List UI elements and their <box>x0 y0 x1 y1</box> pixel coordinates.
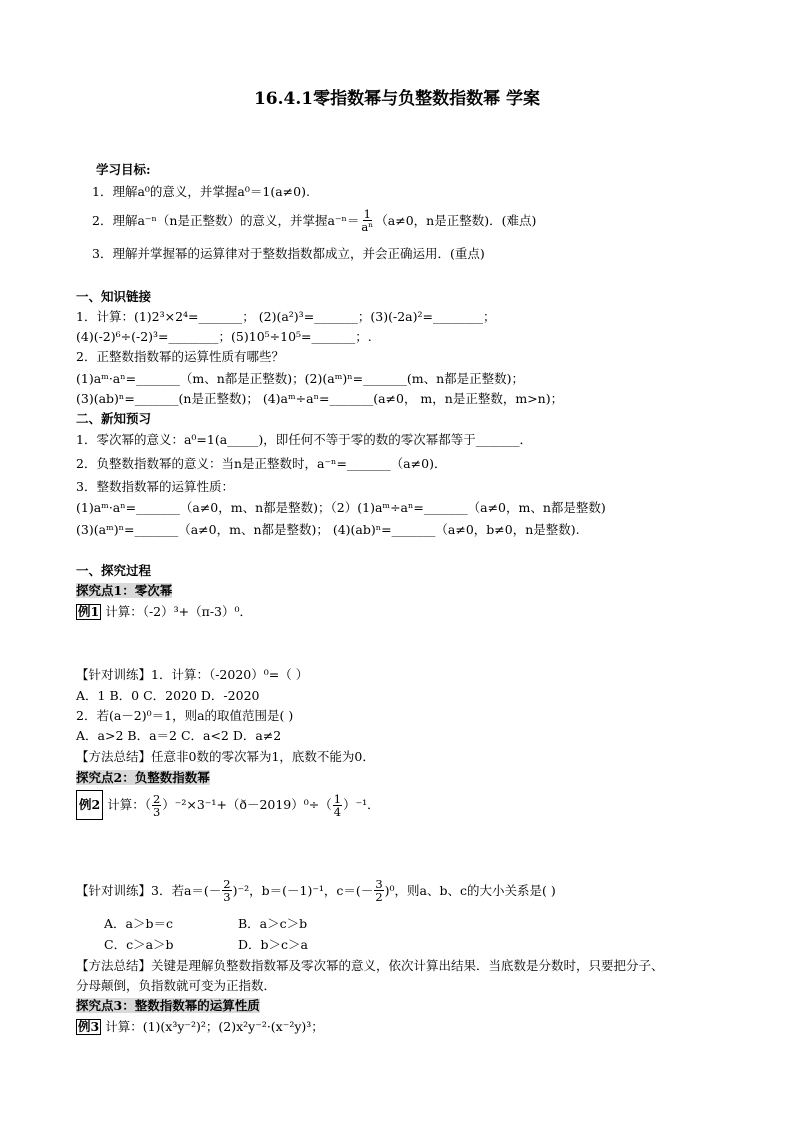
example-2-box: 例2 <box>76 790 103 820</box>
objective-2-fraction <box>360 208 374 233</box>
explore-point-3-highlight: 探究点3：整数指数幂的运算性质 <box>76 998 260 1013</box>
objectives-heading: 学习目标: <box>96 162 151 177</box>
practice-3-fraction-2-den: 2 <box>375 890 383 904</box>
practice-3-mid: )⁻²，b＝(－1)⁻¹，c＝(－ <box>232 882 374 898</box>
practice-3-fraction-2 <box>374 878 383 903</box>
section-knowledge-link-heading: 一、知识链接 <box>76 289 152 304</box>
knowledge-line-4: (1)aᵐ·aⁿ=_______（m、n都是正整数)；(2)(aᵐ)ⁿ=_______(m、n都是正整数)； <box>76 371 525 386</box>
knowledge-line-3: 2．正整数指数幂的运算性质有哪些？ <box>76 349 284 364</box>
example-2 <box>76 790 380 820</box>
example-3-box: 例3 <box>78 1019 100 1034</box>
example-1 <box>76 604 252 620</box>
practice-3-option-a: A．a＞b＝c <box>104 916 173 931</box>
practice-3-pre: 【针对训练】3．若a＝(－ <box>76 882 222 898</box>
knowledge-line-5: (3)(ab)ⁿ=_______(n是正整数)； (4)aᵐ÷aⁿ=_______(a≠0， m，n是正整数，m>n)； <box>76 391 564 406</box>
example-2-fraction-2-num: 1 <box>333 791 342 806</box>
example-2-fraction-1-den: 3 <box>152 804 161 819</box>
preview-line-4: (1)aᵐ·aⁿ=_______（a≠0，m、n都是整数)；（2）(1)aᵐ÷aⁿ=_______（a≠0，m、n都是整数) <box>76 500 606 515</box>
objective-2-pre: 2．理解a⁻ⁿ（n是正整数）的意义，并掌握a⁻ⁿ＝ <box>92 212 360 228</box>
page-title: 16.4.1零指数幂与负整数指数幂 学案 <box>253 89 541 109</box>
example-2-fraction-2 <box>333 793 342 818</box>
example-2-pre: 计算：（ <box>107 797 151 812</box>
example-2-fraction-2-den: 4 <box>333 804 342 819</box>
explore-point-1-highlight: 探究点1：零次幂 <box>76 583 173 598</box>
objective-2-denominator: aⁿ <box>361 220 374 234</box>
preview-line-3: 3．整数指数幂的运算性质： <box>76 479 234 494</box>
explore-point-1-label <box>76 583 172 599</box>
method-summary-2-line-2: 分母颠倒，负指数就可变为正指数． <box>76 978 277 993</box>
objective-2-post: （a≠0，n是正整数)．(难点) <box>375 212 537 228</box>
explore-point-2-highlight: 探究点2：负整数指数幂 <box>76 770 210 785</box>
objective-3: 3．理解并掌握幂的运算律对于整数指数都成立，并会正确运用．(重点) <box>92 246 485 261</box>
section-preview-heading: 二、新知预习 <box>76 411 152 426</box>
practice-1: 【针对训练】1．计算：（-2020）⁰=（ ） <box>76 667 309 682</box>
practice-3-post: )⁰，则a、b、c的大小关系是( ) <box>384 882 556 898</box>
preview-line-5: (3)(aᵐ)ⁿ=_______（a≠0，m、n都是整数)； (4)(ab)ⁿ=_______（a≠0，b≠0，n是整数). <box>76 522 580 537</box>
practice-2: 2．若(a－2)⁰＝1，则a的取值范围是( ) <box>76 708 294 723</box>
objective-1: 1．理解a⁰的意义，并掌握a⁰＝1(a≠0). <box>92 184 310 199</box>
example-2-post: ）⁻¹． <box>343 797 380 812</box>
example-2-mid: ）⁻²×3⁻¹+（ð－2019）⁰÷（ <box>162 797 332 812</box>
preview-line-1: 1．零次幂的意义：a⁰=1(a_____)，即任何不等于零的数的零次幂都等于_______． <box>76 432 533 447</box>
method-summary-2-line-1: 【方法总结】关键是理解负整数指数幂及零次幂的意义，依次计算出结果．当底数是分数时，只要把分子、 <box>76 958 664 973</box>
objective-2-numerator: 1 <box>363 207 371 221</box>
example-3 <box>76 1019 324 1035</box>
practice-1-options: A．1 B．0 C．2020 D．-2020 <box>76 688 260 703</box>
practice-3-fraction-1 <box>222 878 231 903</box>
example-2-fraction-1 <box>152 793 161 818</box>
method-summary-1: 【方法总结】任意非0数的零次幂为1，底数不能为0． <box>76 749 375 764</box>
practice-3-option-b: B．a＞c＞b <box>238 916 308 931</box>
practice-3-fraction-1-num: 2 <box>223 877 231 891</box>
example-1-text: 计算：（-2）³+（π-3）⁰． <box>105 604 253 619</box>
practice-3-option-d: D．b＞c＞a <box>238 937 308 952</box>
explore-point-3-label <box>76 998 260 1014</box>
practice-3-option-c: C．c＞a＞b <box>104 937 174 952</box>
objective-2 <box>92 208 536 233</box>
example-3-text: 计算：(1)(x³y⁻²)²；(2)x²y⁻²·(x⁻²y)³； <box>105 1019 324 1034</box>
knowledge-line-2: (4)(-2)⁶÷(-2)³=________；(5)10⁵÷10⁵=_______；. <box>76 329 372 344</box>
explore-point-2-label <box>76 770 210 786</box>
practice-3-fraction-2-num: 3 <box>375 877 383 891</box>
knowledge-line-1: 1．计算：(1)2³×2⁴=_______； (2)(a²)³=_______；(3)(-2a)²=________； <box>76 309 496 324</box>
practice-2-options: A．a>2 B．a＝2 C．a<2 D．a≠2 <box>76 728 282 743</box>
example-2-fraction-1-num: 2 <box>152 791 161 806</box>
section-exploration-heading: 一、探究过程 <box>76 563 152 578</box>
practice-3-fraction-1-den: 3 <box>223 890 231 904</box>
preview-line-2: 2．负整数指数幂的意义：当n是正整数时，a⁻ⁿ=_______（a≠0)． <box>76 456 447 471</box>
example-1-box: 例1 <box>78 604 100 619</box>
practice-3 <box>76 878 556 903</box>
